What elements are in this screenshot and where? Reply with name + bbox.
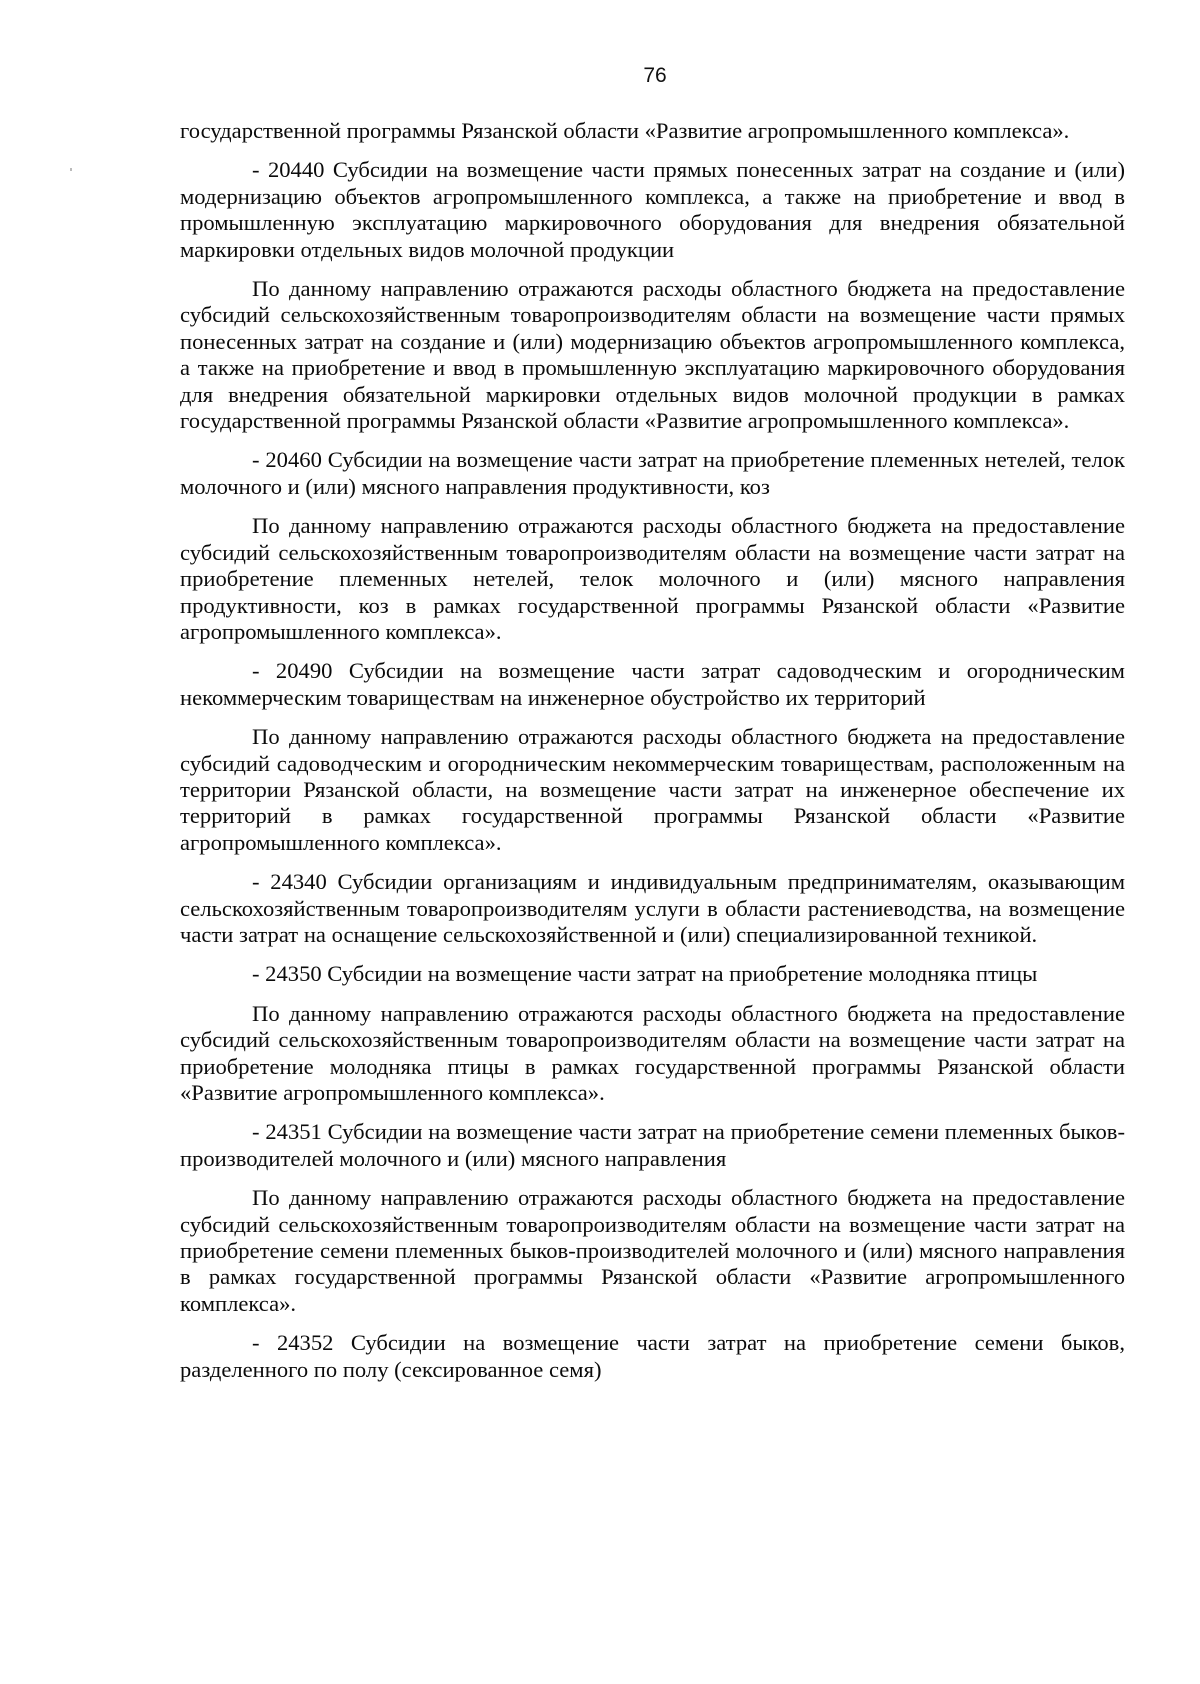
paragraph-code-24352: - 24352 Субсидии на возмещение части затрат на приобретение семени быков, разделенного по полу (сексированное семя) bbox=[180, 1330, 1125, 1382]
paragraph: По данному направлению отражаются расходы областного бюджета на предоставление субсидий сельскохозяйственным товаропроизводителям области на возмещение части затрат на приобретение молодняка птицы в рамках государственной программы Рязанской области «Развитие агропромышленного комплекса». bbox=[180, 1000, 1125, 1105]
paragraph: По данному направлению отражаются расходы областного бюджета на предоставление субсидий сельскохозяйственным товаропроизводителям области на возмещение части прямых понесенных затрат на создание и (или) модернизацию объектов агропромышленного комплекса, а также на приобретение и ввод в промышленную эксплуатацию маркировочного оборудования для внедрения обязательной маркировки отдельных видов молочной продукции в рамках государственной программы Рязанской области «Развитие агропромышленного комплекса». bbox=[180, 276, 1125, 434]
paragraph-code-24351: - 24351 Субсидии на возмещение части затрат на приобретение семени племенных быков-производителей молочного и (или) мясного направления bbox=[180, 1119, 1125, 1171]
paragraph-code-20460: - 20460 Субсидии на возмещение части затрат на приобретение племенных нетелей, телок молочного и (или) мясного направления продуктивности, коз bbox=[180, 447, 1125, 499]
paragraph: государственной программы Рязанской области «Развитие агропромышленного комплекса». bbox=[180, 118, 1070, 143]
paragraph-code-24350: - 24350 Субсидии на возмещение части затрат на приобретение молодняка птицы bbox=[252, 961, 1038, 987]
document-body bbox=[180, 118, 1125, 1396]
paragraph: По данному направлению отражаются расходы областного бюджета на предоставление субсидий сельскохозяйственным товаропроизводителям области на возмещение части затрат на приобретение семени племенных быков-производителей молочного и (или) мясного направления в рамках государственной программы Рязанской области «Развитие агропромышленного комплекса». bbox=[180, 1185, 1125, 1316]
paragraph: По данному направлению отражаются расходы областного бюджета на предоставление субсидий садоводческим и огородническим некоммерческим товариществам, расположенным на территории Рязанской области, на возмещение части затрат на инженерное обеспечение их территорий в рамках государственной программы Рязанской области «Развитие агропромышленного комплекса». bbox=[180, 724, 1125, 855]
scan-speck bbox=[70, 168, 72, 171]
paragraph: По данному направлению отражаются расходы областного бюджета на предоставление субсидий сельскохозяйственным товаропроизводителям области на возмещение части затрат на приобретение племенных нетелей, телок молочного и (или) мясного направления продуктивности, коз в рамках государственной программы Рязанской области «Развитие агропромышленного комплекса». bbox=[180, 513, 1125, 644]
page-number: 76 bbox=[643, 64, 667, 87]
paragraph-code-20490: - 20490 Субсидии на возмещение части затрат садоводческим и огородническим некоммерческим товариществам на инженерное обустройство их территорий bbox=[180, 658, 1125, 710]
paragraph-code-20440: - 20440 Субсидии на возмещение части прямых понесенных затрат на создание и (или) модернизацию объектов агропромышленного комплекса, а также на приобретение и ввод в промышленную эксплуатацию маркировочного оборудования для внедрения обязательной маркировки отдельных видов молочной продукции bbox=[180, 157, 1125, 262]
paragraph-code-24340: - 24340 Субсидии организациям и индивидуальным предпринимателям, оказывающим сельскохозяйственным товаропроизводителям услуги в области растениеводства, на возмещение части затрат на оснащение сельскохозяйственной и (или) специализированной техникой. bbox=[180, 869, 1125, 947]
